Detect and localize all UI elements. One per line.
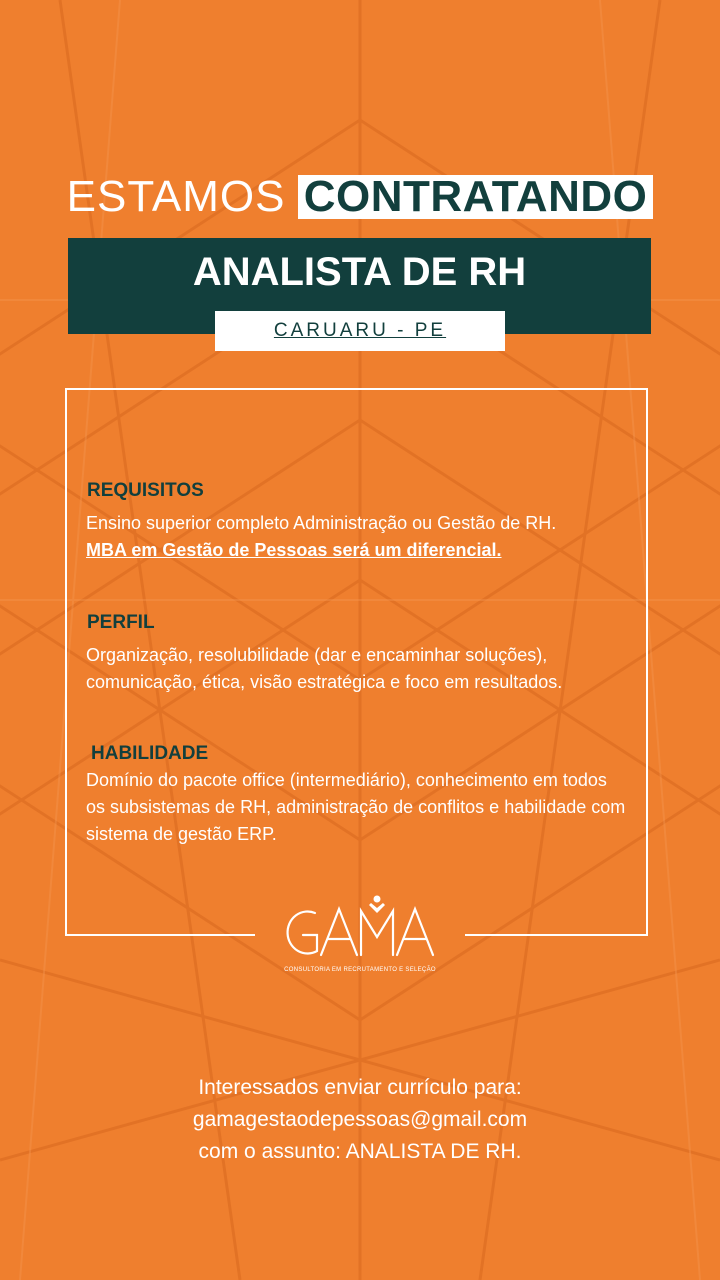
- section-text-perfil: Organização, resolubilidade (dar e encaminhar soluções), comunicação, ética, visão estratégica e foco em resultados.: [86, 645, 563, 692]
- section-text-requisitos: [86, 510, 646, 564]
- job-title: ANALISTA DE RH: [192, 250, 527, 294]
- contact-line1: Interessados enviar currículo para:: [198, 1076, 522, 1099]
- section-title-perfil: PERFIL: [87, 612, 155, 633]
- contact-info: [0, 1072, 720, 1168]
- requisitos-line: Ensino superior completo Administração ou Gestão de RH.: [86, 513, 557, 533]
- contact-line3: com o assunto: ANALISTA DE RH.: [198, 1140, 522, 1163]
- section-title-habilidade: HABILIDADE: [91, 743, 209, 764]
- contact-email[interactable]: gamagestaodepessoas@gmail.com: [192, 1108, 528, 1131]
- headline-light: ESTAMOS: [66, 172, 286, 221]
- location-text: CARUARU - PE: [273, 320, 447, 341]
- logo-tagline: CONSULTORIA EM RECRUTAMENTO E SELEÇÃO: [284, 967, 436, 973]
- headline-bold: CONTRATANDO: [298, 175, 654, 219]
- section-text-habilidade: Domínio do pacote office (intermediário), conhecimento em todos os subsistemas de RH, administração de conflitos e habilidade com sistema de gestão ERP.: [86, 770, 626, 844]
- section-title-requisitos: REQUISITOS: [87, 480, 204, 501]
- requisitos-emphasis: MBA em Gestão de Pessoas será um diferencial.: [86, 540, 502, 560]
